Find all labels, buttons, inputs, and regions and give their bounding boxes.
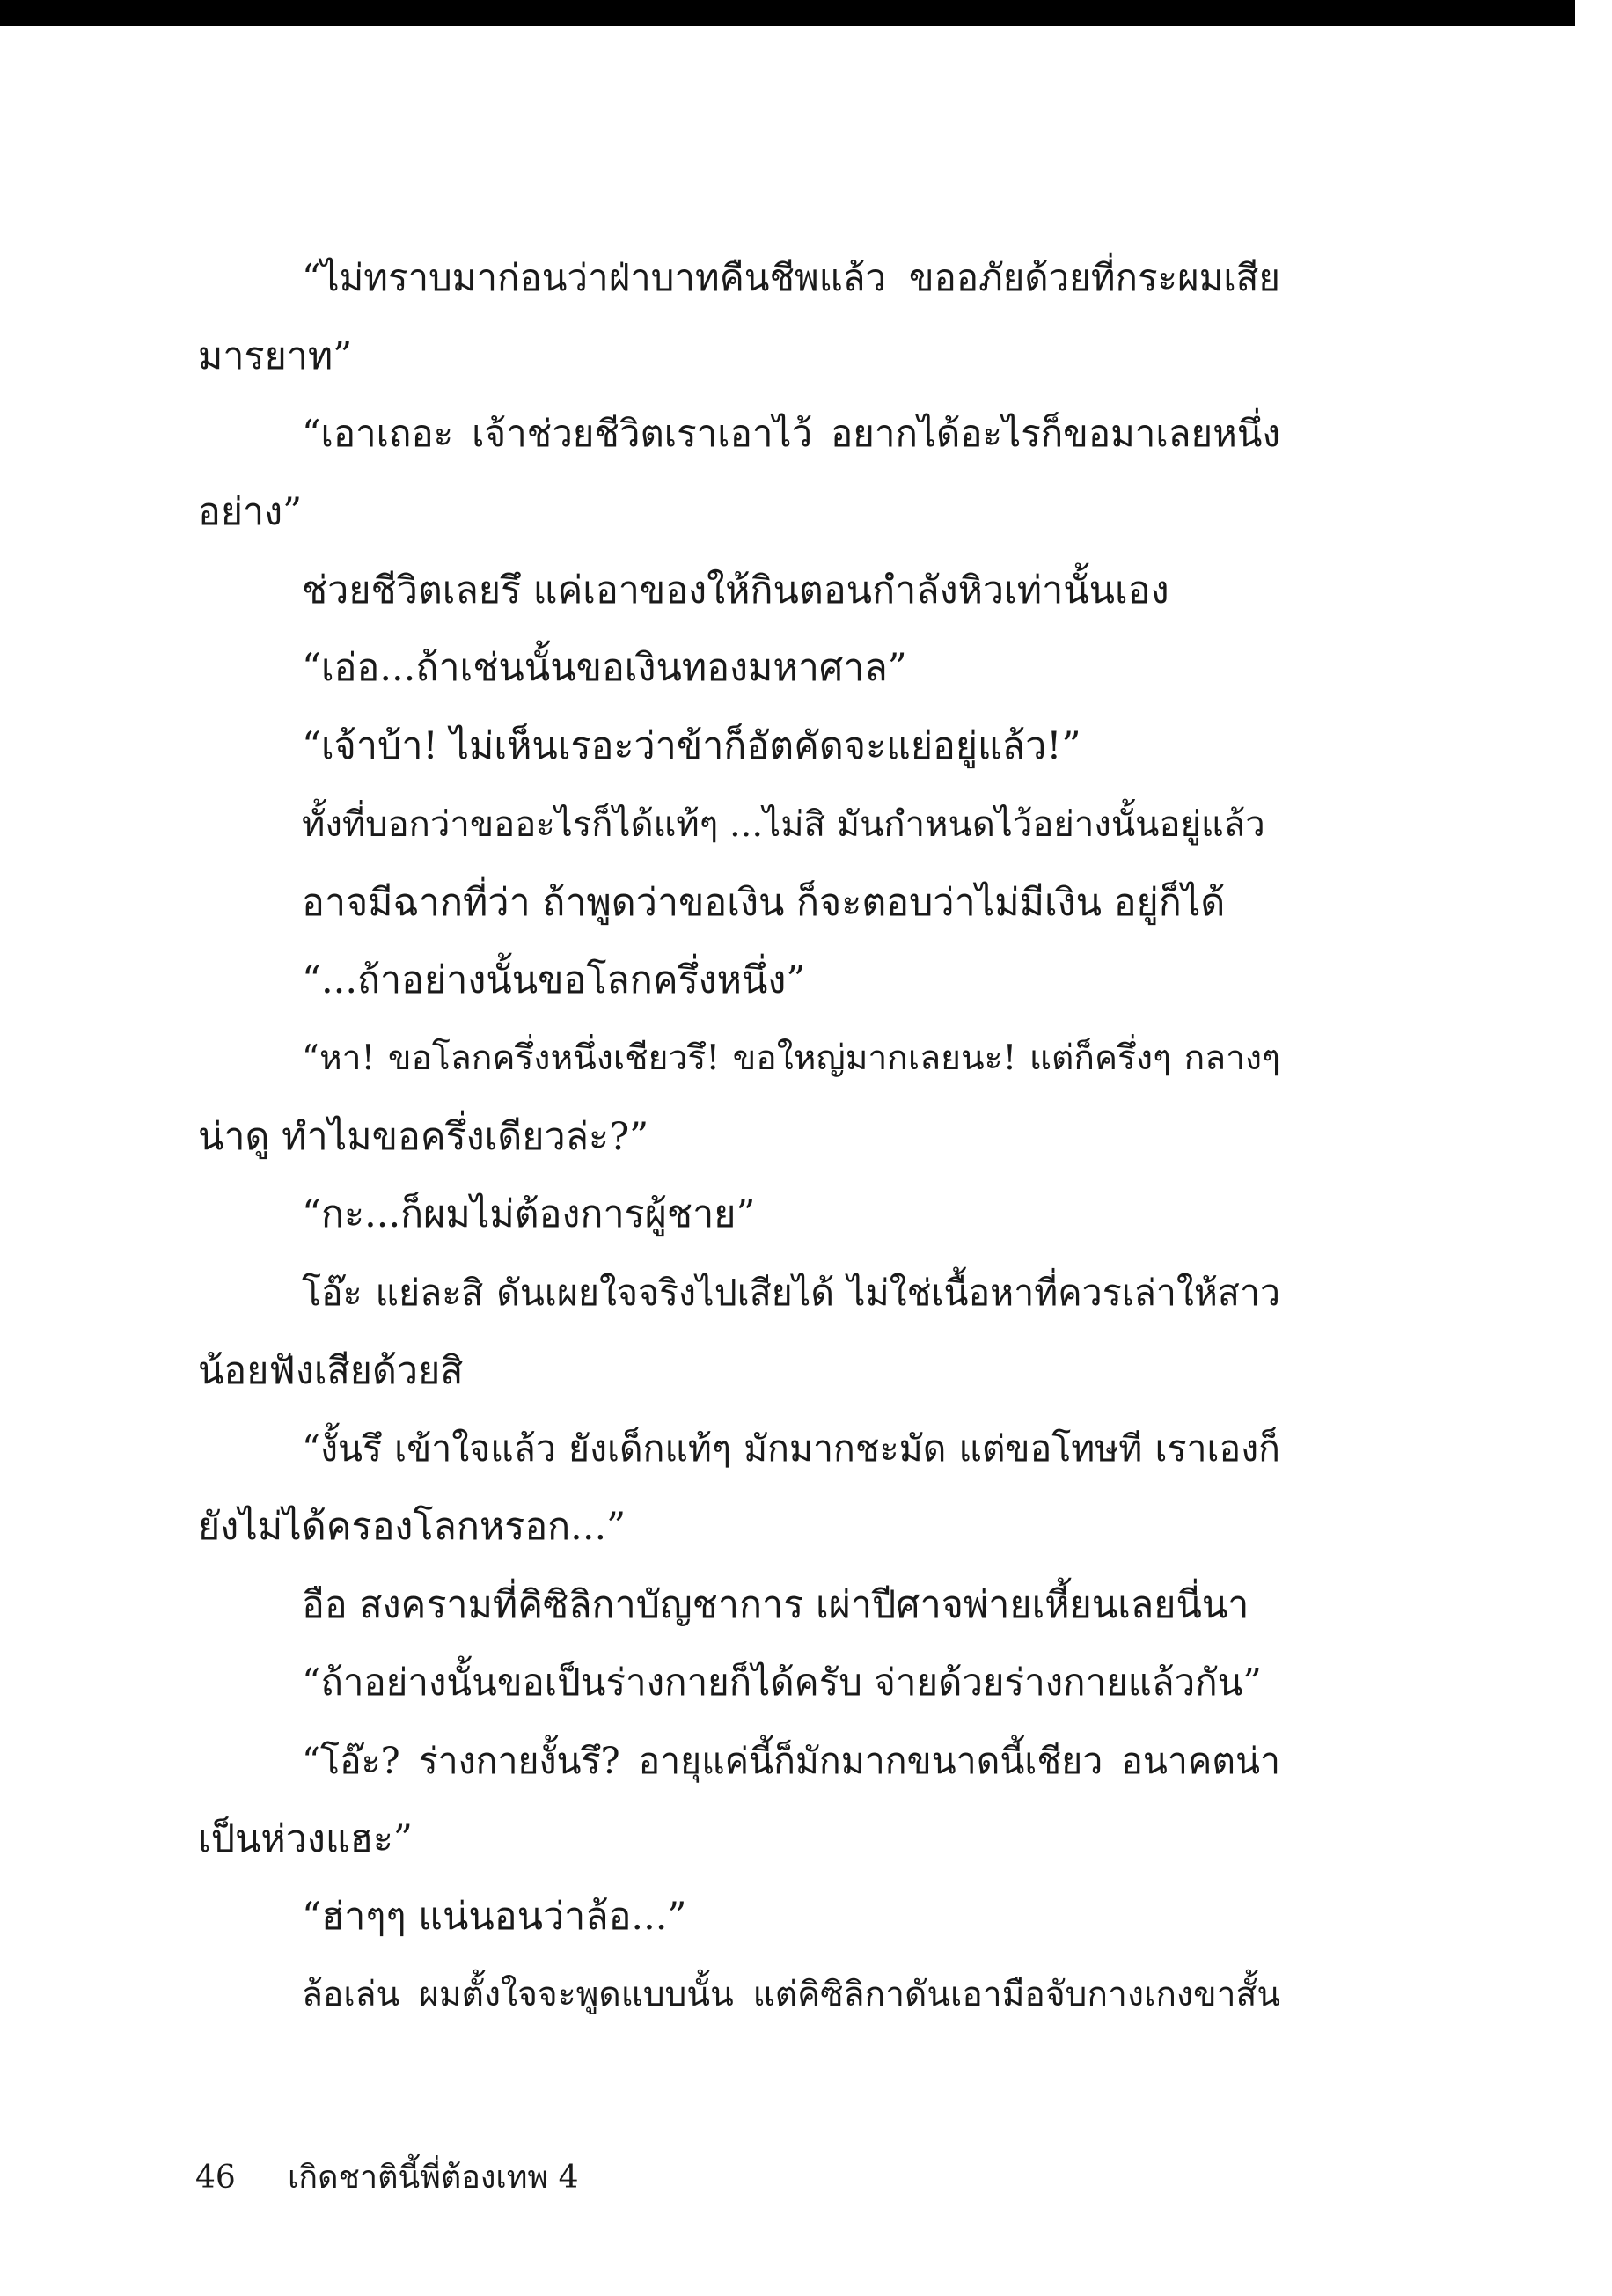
- text-line: “หา! ขอโลกครึ่งหนึ่งเชียวรึ! ขอใหญ่มากเลยนะ! แต่ก็ครึ่งๆ กลางๆ: [302, 1038, 1280, 1078]
- text-line: ล้อเล่น ผมตั้งใจจะพูดแบบนั้น แต่คิซิลิกาดันเอามือจับกางเกงขาสั้น: [302, 1975, 1280, 2015]
- text-line: “โอ๊ะ? ร่างกายงั้นรึ? อายุแค่นี้ก็มักมากขนาดนี้เชียว อนาคตน่า: [302, 1740, 1280, 1783]
- text-line: เป็นห่วงแฮะ”: [198, 1816, 413, 1861]
- text-line: น้อยฟังเสียด้วยสิ: [198, 1348, 464, 1393]
- text-line: อือ สงครามที่คิซิลิกาบัญชาการ เผ่าปีศาจพ่ายเหี้ยนเลยนี่นา: [302, 1582, 1249, 1627]
- page-body-text: [198, 239, 1280, 2035]
- page-number: 46: [195, 2160, 236, 2196]
- book-title: เกิดชาตินี้พี่ต้องเทพ 4: [288, 2160, 579, 2196]
- text-line: ทั้งที่บอกว่าขออะไรก็ได้แท้ๆ ...ไม่สิ มันกำหนดไว้อย่างนั้นอยู่แล้ว: [302, 803, 1265, 845]
- text-line: ยังไม่ได้ครองโลกหรอก...”: [198, 1505, 626, 1549]
- text-line: มารยาท”: [198, 334, 353, 378]
- text-line: “กะ...ก็ผมไม่ต้องการผู้ชาย”: [302, 1192, 756, 1237]
- text-line: น่าดู ทำไมขอครึ่งเดียวล่ะ?”: [198, 1114, 649, 1159]
- text-line: “เอ่อ...ถ้าเช่นนั้นขอเงินทองมหาศาล”: [302, 646, 907, 691]
- top-black-bar: [0, 0, 1575, 26]
- text-line: “เอาเถอะ เจ้าช่วยชีวิตเราเอาไว้ อยากได้อะไรก็ขอมาเลยหนึ่ง: [302, 412, 1280, 456]
- text-line: “ฮ่าๆๆ แน่นอนว่าล้อ...”: [302, 1895, 687, 1940]
- text-line: อย่าง”: [198, 490, 303, 535]
- page-footer: [195, 2156, 579, 2200]
- text-line: “ไม่ทราบมาก่อนว่าฝ่าบาทคืนชีพแล้ว ขออภัยด้วยที่กระผมเสีย: [302, 256, 1280, 299]
- text-line: “...ถ้าอย่างนั้นขอโลกครึ่งหนึ่ง”: [302, 958, 806, 1003]
- text-line: ช่วยชีวิตเลยรึ แค่เอาของให้กินตอนกำลังหิวเท่านั้นเอง: [302, 568, 1169, 613]
- text-line: อาจมีฉากที่ว่า ถ้าพูดว่าขอเงิน ก็จะตอบว่าไม่มีเงิน อยู่ก็ได้: [302, 880, 1226, 925]
- text-line: “งั้นรึ เข้าใจแล้ว ยังเด็กแท้ๆ มักมากชะมัด แต่ขอโทษที เราเองก็: [302, 1427, 1280, 1471]
- text-line: “เจ้าบ้า! ไม่เห็นเรอะว่าข้าก็อัตคัดจะแย่อยู่แล้ว!”: [302, 724, 1081, 769]
- text-line: โอ๊ะ แย่ละสิ ดันเผยใจจริงไปเสียได้ ไม่ใช่เนื้อหาที่ควรเล่าให้สาว: [302, 1271, 1280, 1314]
- text-line: “ถ้าอย่างนั้นขอเป็นร่างกายก็ได้ครับ จ่ายด้วยร่างกายแล้วกัน”: [302, 1661, 1262, 1705]
